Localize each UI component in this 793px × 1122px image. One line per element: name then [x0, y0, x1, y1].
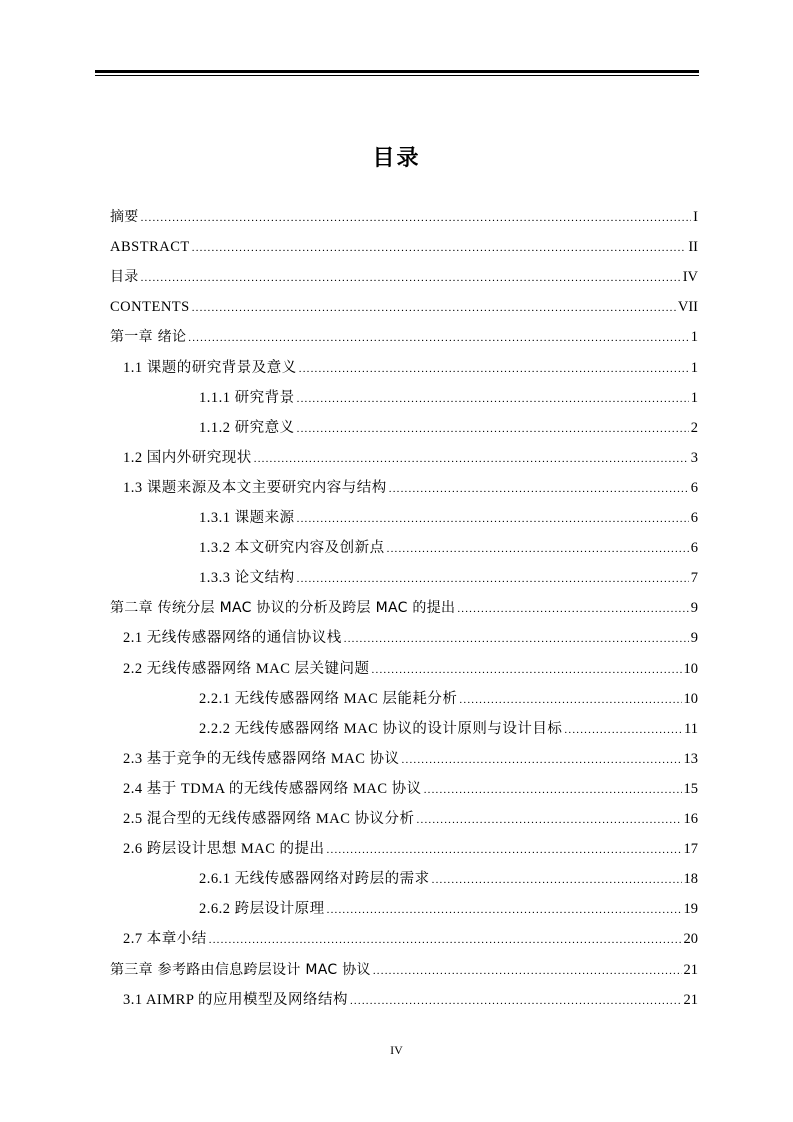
toc-entry[interactable] [123, 774, 698, 804]
toc-entry-page: 11 [684, 720, 698, 737]
toc-leader-dots [402, 745, 682, 775]
toc-entry[interactable] [199, 503, 698, 533]
toc-leader-dots [327, 835, 682, 865]
toc-entry-label: ABSTRACT [110, 239, 190, 256]
toc-leader-dots [141, 263, 681, 293]
toc-entry-label: 2.2 无线传感器网络 MAC 层关键问题 [123, 660, 370, 677]
toc-entry-page: 10 [683, 690, 698, 707]
toc-entry[interactable] [123, 744, 698, 774]
toc-entry-page: II [688, 239, 698, 256]
toc-entry-label: 2.6.1 无线传感器网络对跨层的需求 [199, 871, 430, 888]
toc-entry[interactable] [110, 262, 698, 292]
toc-leader-dots [373, 956, 682, 986]
toc-entry-page: 20 [683, 931, 698, 948]
toc-leader-dots [344, 624, 689, 654]
toc-entry-label: 第三章 参考路由信息跨层设计 MAC 协议 [110, 961, 371, 978]
toc-entry-page: 21 [683, 991, 698, 1008]
toc-leader-dots [141, 203, 692, 233]
toc-entry[interactable] [123, 353, 698, 383]
toc-entry-page: 3 [690, 449, 698, 466]
toc-entry-label: 3.1 AIMRP 的应用模型及网络结构 [123, 991, 348, 1008]
toc-entry-page: 13 [683, 750, 698, 767]
toc-entry-page: 1 [690, 389, 698, 406]
toc-entry[interactable] [199, 864, 698, 894]
toc-leader-dots [389, 474, 689, 504]
toc-entry-label: CONTENTS [110, 299, 190, 316]
page-number-footer: IV [390, 1043, 403, 1057]
toc-entry-label: 2.2.1 无线传感器网络 MAC 层能耗分析 [199, 690, 458, 707]
toc-entry-label: 2.7 本章小结 [123, 931, 207, 948]
toc-entry-page: 9 [690, 630, 698, 647]
toc-entry-label: 2.1 无线传感器网络的通信协议栈 [123, 630, 342, 647]
toc-leader-dots [297, 504, 689, 534]
toc-leader-dots [299, 354, 689, 384]
toc-entry-label: 1.3 课题来源及本文主要研究内容与结构 [123, 479, 387, 496]
toc-entry-label: 1.1.1 研究背景 [199, 389, 295, 406]
toc-entry-label: 第二章 传统分层 MAC 协议的分析及跨层 MAC 的提出 [110, 600, 456, 617]
toc-entry-label: 2.5 混合型的无线传感器网络 MAC 协议分析 [123, 811, 415, 827]
toc-entry-label: 第一章 绪论 [110, 329, 187, 346]
toc-leader-dots [350, 986, 682, 1016]
toc-entry-page: IV [682, 269, 698, 286]
header-rule-thick [95, 70, 699, 73]
toc-entry[interactable] [123, 443, 698, 473]
toc-entry-label: 1.3.1 课题来源 [199, 510, 295, 526]
toc-entry[interactable] [110, 322, 698, 352]
toc-entry[interactable] [110, 232, 698, 262]
toc-entry[interactable] [110, 292, 698, 322]
toc-entry-label: 1.3.2 本文研究内容及创新点 [199, 540, 385, 557]
toc-entry[interactable] [199, 894, 698, 924]
toc-leader-dots [254, 444, 689, 474]
toc-entry[interactable] [123, 473, 698, 503]
toc-entry-page: VII [677, 299, 698, 316]
toc-entry[interactable] [110, 202, 698, 232]
toc-entry-label: 1.1 课题的研究背景及意义 [123, 359, 297, 376]
toc-entry[interactable] [123, 623, 698, 653]
toc-entry-label: 1.1.2 研究意义 [199, 419, 295, 436]
toc-entry[interactable] [199, 714, 698, 744]
toc-entry-label: 摘要 [110, 209, 139, 225]
toc-leader-dots [459, 685, 681, 715]
toc-entry-page: 6 [690, 510, 698, 526]
toc-entry[interactable] [199, 563, 698, 593]
toc-entry-page: 2 [690, 419, 698, 436]
toc-entry-page: 7 [690, 570, 698, 587]
toc-leader-dots [387, 534, 689, 564]
toc-entry-label: 1.2 国内外研究现状 [123, 449, 252, 466]
toc-entry-page: 10 [683, 660, 698, 677]
toc-leader-dots [209, 925, 682, 955]
toc-entry-label: 1.3.3 论文结构 [199, 570, 295, 587]
toc-entry-page: 1 [690, 359, 698, 376]
toc-entry[interactable] [123, 654, 698, 684]
toc-entry[interactable] [110, 593, 698, 623]
toc-entry-page: 6 [690, 540, 698, 557]
toc-leader-dots [192, 233, 687, 263]
toc-leader-dots [564, 715, 682, 745]
toc-entry-page: 1 [690, 329, 698, 346]
toc-leader-dots [188, 323, 689, 353]
toc-entry-label: 2.2.2 无线传感器网络 MAC 协议的设计原则与设计目标 [199, 720, 563, 737]
toc-entry-label: 目录 [110, 269, 139, 286]
toc-entry[interactable] [199, 383, 698, 413]
toc-entry[interactable] [199, 413, 698, 443]
toc-entry[interactable] [123, 985, 698, 1015]
toc-leader-dots [297, 564, 689, 594]
toc-entry[interactable] [199, 533, 698, 563]
toc-entry[interactable] [199, 684, 698, 714]
toc-leader-dots [432, 865, 682, 895]
toc-leader-dots [297, 384, 689, 414]
toc-entry[interactable] [110, 955, 698, 985]
page-title: 目录 [372, 146, 421, 171]
toc-entry-page: 18 [683, 871, 698, 888]
toc-entry-label: 2.6 跨层设计思想 MAC 的提出 [123, 841, 325, 858]
toc-leader-dots [192, 293, 676, 323]
toc-entry-page: 17 [683, 841, 698, 858]
toc-entry-page: 19 [683, 901, 698, 918]
toc-leader-dots [424, 775, 682, 805]
toc-entry[interactable] [123, 804, 698, 834]
toc-entry-page: 9 [690, 600, 698, 617]
toc-leader-dots [327, 895, 682, 925]
toc-entry[interactable] [123, 834, 698, 864]
header-rule-thin [95, 75, 699, 76]
toc-entry-page: 15 [683, 780, 698, 797]
toc-entry-label: 2.6.2 跨层设计原理 [199, 901, 325, 918]
toc-entry-page: 6 [690, 479, 698, 496]
toc-entry-page: 21 [683, 961, 698, 978]
toc-entry[interactable] [123, 924, 698, 954]
toc-entry-page: 16 [683, 811, 698, 827]
toc-leader-dots [297, 414, 689, 444]
toc-leader-dots [457, 594, 688, 624]
toc-leader-dots [417, 805, 682, 835]
toc-leader-dots [372, 655, 682, 685]
toc-entry-label: 2.3 基于竞争的无线传感器网络 MAC 协议 [123, 750, 400, 767]
toc-entry-page: I [693, 209, 698, 225]
toc-entry-label: 2.4 基于 TDMA 的无线传感器网络 MAC 协议 [123, 780, 422, 797]
